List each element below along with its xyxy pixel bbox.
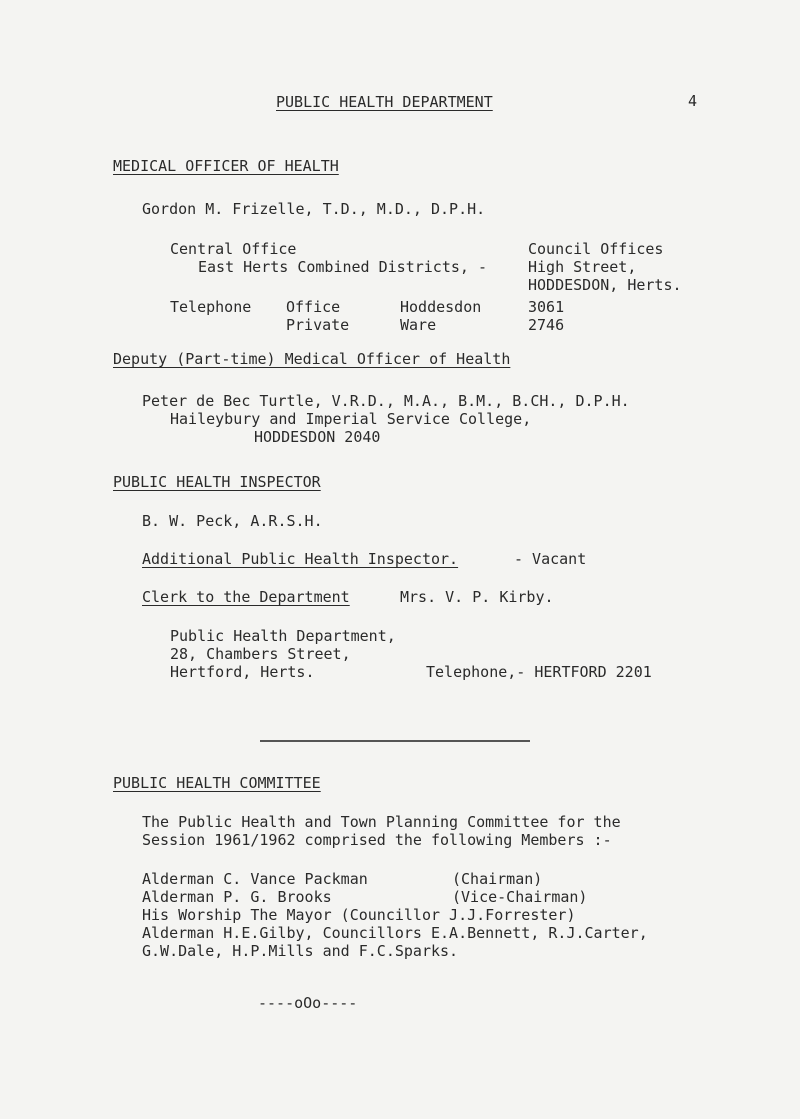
member-line-4: Alderman H.E.Gilby, Councillors E.A.Bennett, R.J.Carter,: [142, 924, 648, 942]
office-exchange: Hoddesdon: [400, 298, 482, 316]
deputy-telephone: HODDESDON 2040: [254, 428, 381, 446]
page-number: 4: [688, 92, 698, 110]
telephone-label: Telephone: [170, 298, 252, 316]
dept-address-2: 28, Chambers Street,: [170, 645, 351, 663]
committee-intro-2: Session 1961/1962 comprised the following Members :-: [142, 831, 612, 849]
committee-heading: PUBLIC HEALTH COMMITTEE: [113, 774, 321, 792]
clerk-label: Clerk to the Department: [142, 588, 350, 606]
inspector-name: B. W. Peck, A.R.S.H.: [142, 512, 323, 530]
moh-heading: MEDICAL OFFICER OF HEALTH: [113, 157, 339, 175]
town-address: HODDESDON, Herts.: [528, 276, 682, 294]
dept-address-1: Public Health Department,: [170, 627, 396, 645]
private-number: 2746: [528, 316, 565, 334]
member-1-role: (Chairman): [452, 870, 543, 888]
moh-name: Gordon M. Frizelle, T.D., M.D., D.P.H.: [142, 200, 486, 218]
deputy-heading: Deputy (Part-time) Medical Officer of Health: [113, 350, 511, 368]
footer-ornament: ----oOo----: [258, 994, 358, 1012]
central-office-label: Central Office: [170, 240, 297, 258]
member-2: Alderman P. G. Brooks: [142, 888, 332, 906]
additional-inspector-label: Additional Public Health Inspector.: [142, 550, 459, 568]
council-offices: Council Offices: [528, 240, 664, 258]
dept-address-3: Hertford, Herts.: [170, 663, 315, 681]
member-line-3: His Worship The Mayor (Councillor J.J.Forrester): [142, 906, 576, 924]
deputy-address: Haileybury and Imperial Service College,: [170, 410, 532, 428]
page-title: PUBLIC HEALTH DEPARTMENT: [276, 93, 493, 111]
street-address: High Street,: [528, 258, 637, 276]
member-1: Alderman C. Vance Packman: [142, 870, 368, 888]
deputy-name: Peter de Bec Turtle, V.R.D., M.A., B.M., B.CH., D.P.H.: [142, 392, 630, 410]
office-number: 3061: [528, 298, 565, 316]
member-2-role: (Vice-Chairman): [452, 888, 588, 906]
clerk-value: Mrs. V. P. Kirby.: [400, 588, 554, 606]
section-divider: [260, 740, 530, 742]
private-exchange: Ware: [400, 316, 437, 334]
committee-intro-1: The Public Health and Town Planning Committee for the: [142, 813, 621, 831]
office-label: Office: [286, 298, 341, 316]
inspector-heading: PUBLIC HEALTH INSPECTOR: [113, 473, 321, 491]
dept-telephone: Telephone,- HERTFORD 2201: [426, 663, 652, 681]
districts-label: East Herts Combined Districts, -: [198, 258, 487, 276]
private-label: Private: [286, 316, 350, 334]
additional-inspector-value: - Vacant: [514, 550, 587, 568]
member-line-5: G.W.Dale, H.P.Mills and F.C.Sparks.: [142, 942, 459, 960]
